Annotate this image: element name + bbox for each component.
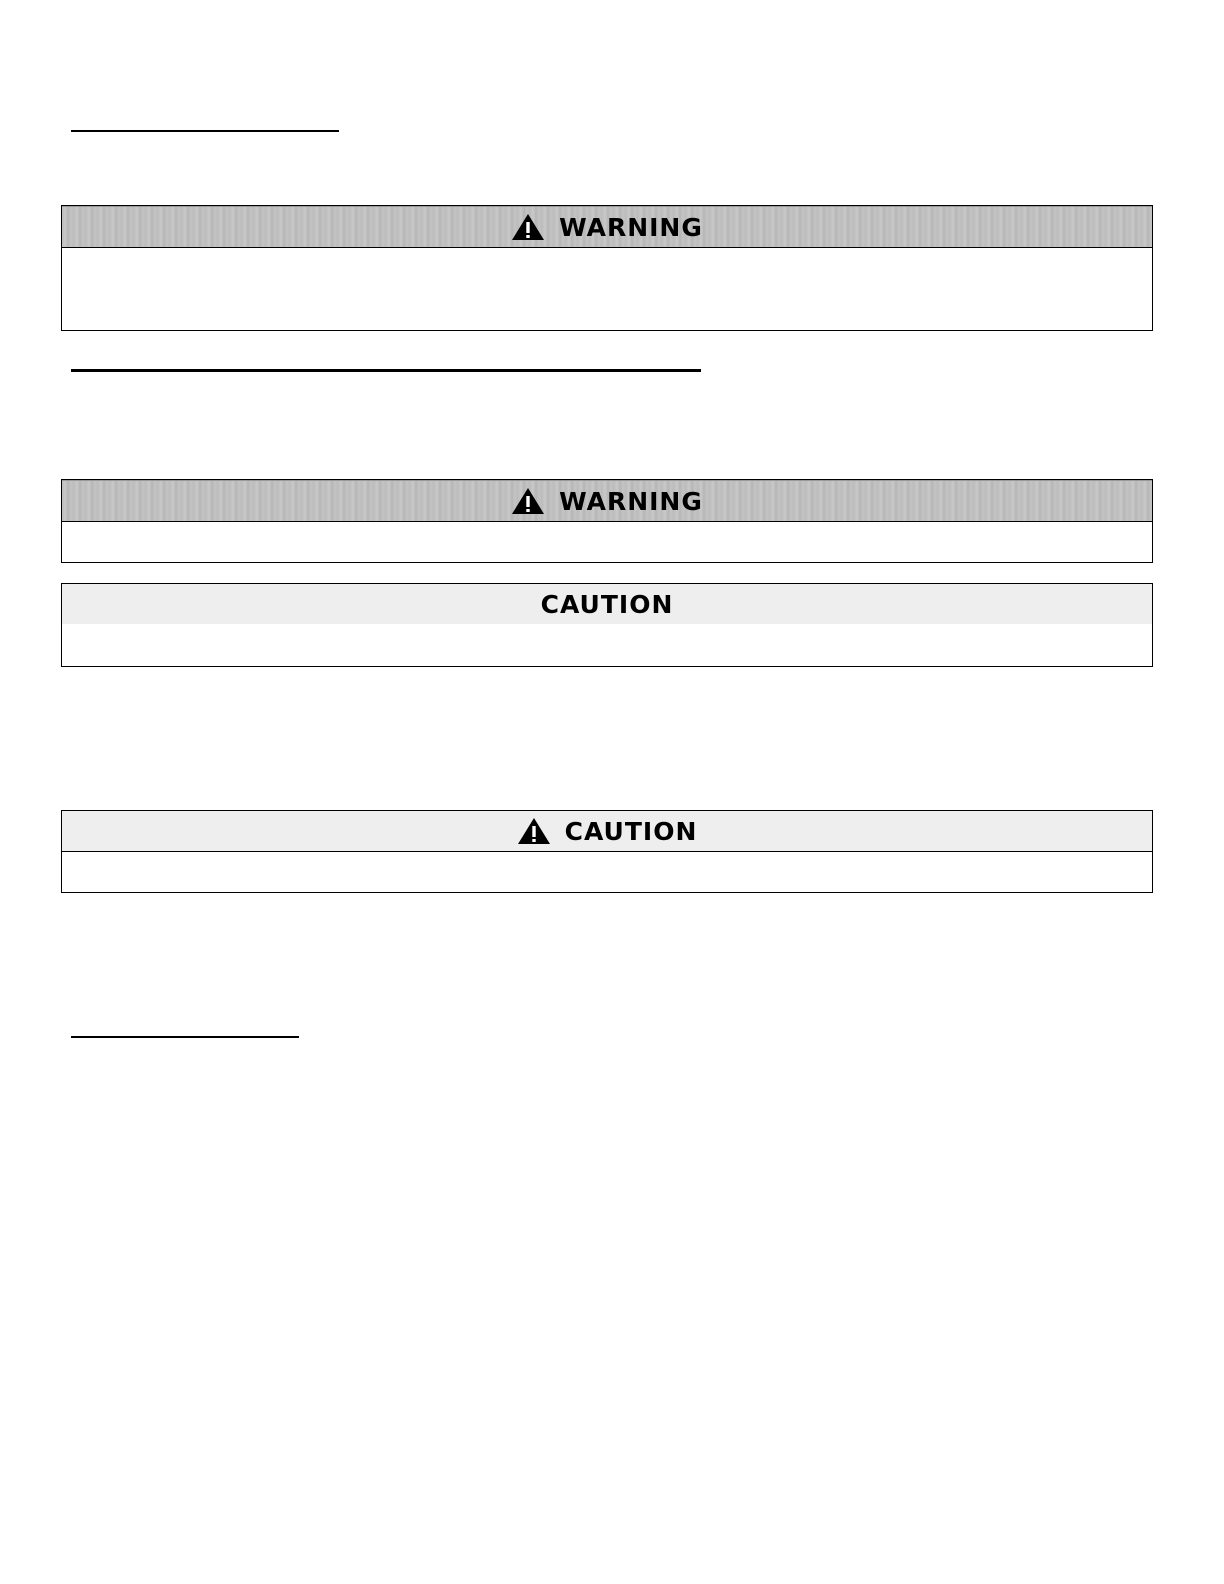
warning-notice-2 bbox=[61, 479, 1153, 563]
caution-notice-2 bbox=[61, 810, 1153, 893]
signal-word: CAUTION bbox=[540, 589, 674, 619]
warning-body bbox=[62, 522, 1152, 562]
section-heading-underline bbox=[71, 369, 701, 372]
signal-word: WARNING bbox=[559, 486, 703, 516]
warning-notice-1 bbox=[61, 205, 1153, 331]
caution-header bbox=[62, 584, 1152, 624]
warning-header bbox=[62, 480, 1152, 522]
caution-header bbox=[62, 811, 1152, 852]
warning-triangle-icon bbox=[517, 817, 551, 845]
caution-notice-1 bbox=[61, 583, 1153, 667]
signal-word: CAUTION bbox=[564, 816, 698, 846]
warning-triangle-icon bbox=[511, 487, 545, 515]
caution-body bbox=[62, 624, 1152, 666]
section-heading-underline bbox=[71, 130, 339, 132]
signal-word: WARNING bbox=[559, 212, 703, 242]
section-heading-underline bbox=[71, 1036, 299, 1038]
warning-body bbox=[62, 248, 1152, 330]
warning-header bbox=[62, 206, 1152, 248]
caution-body bbox=[62, 852, 1152, 892]
warning-triangle-icon bbox=[511, 213, 545, 241]
